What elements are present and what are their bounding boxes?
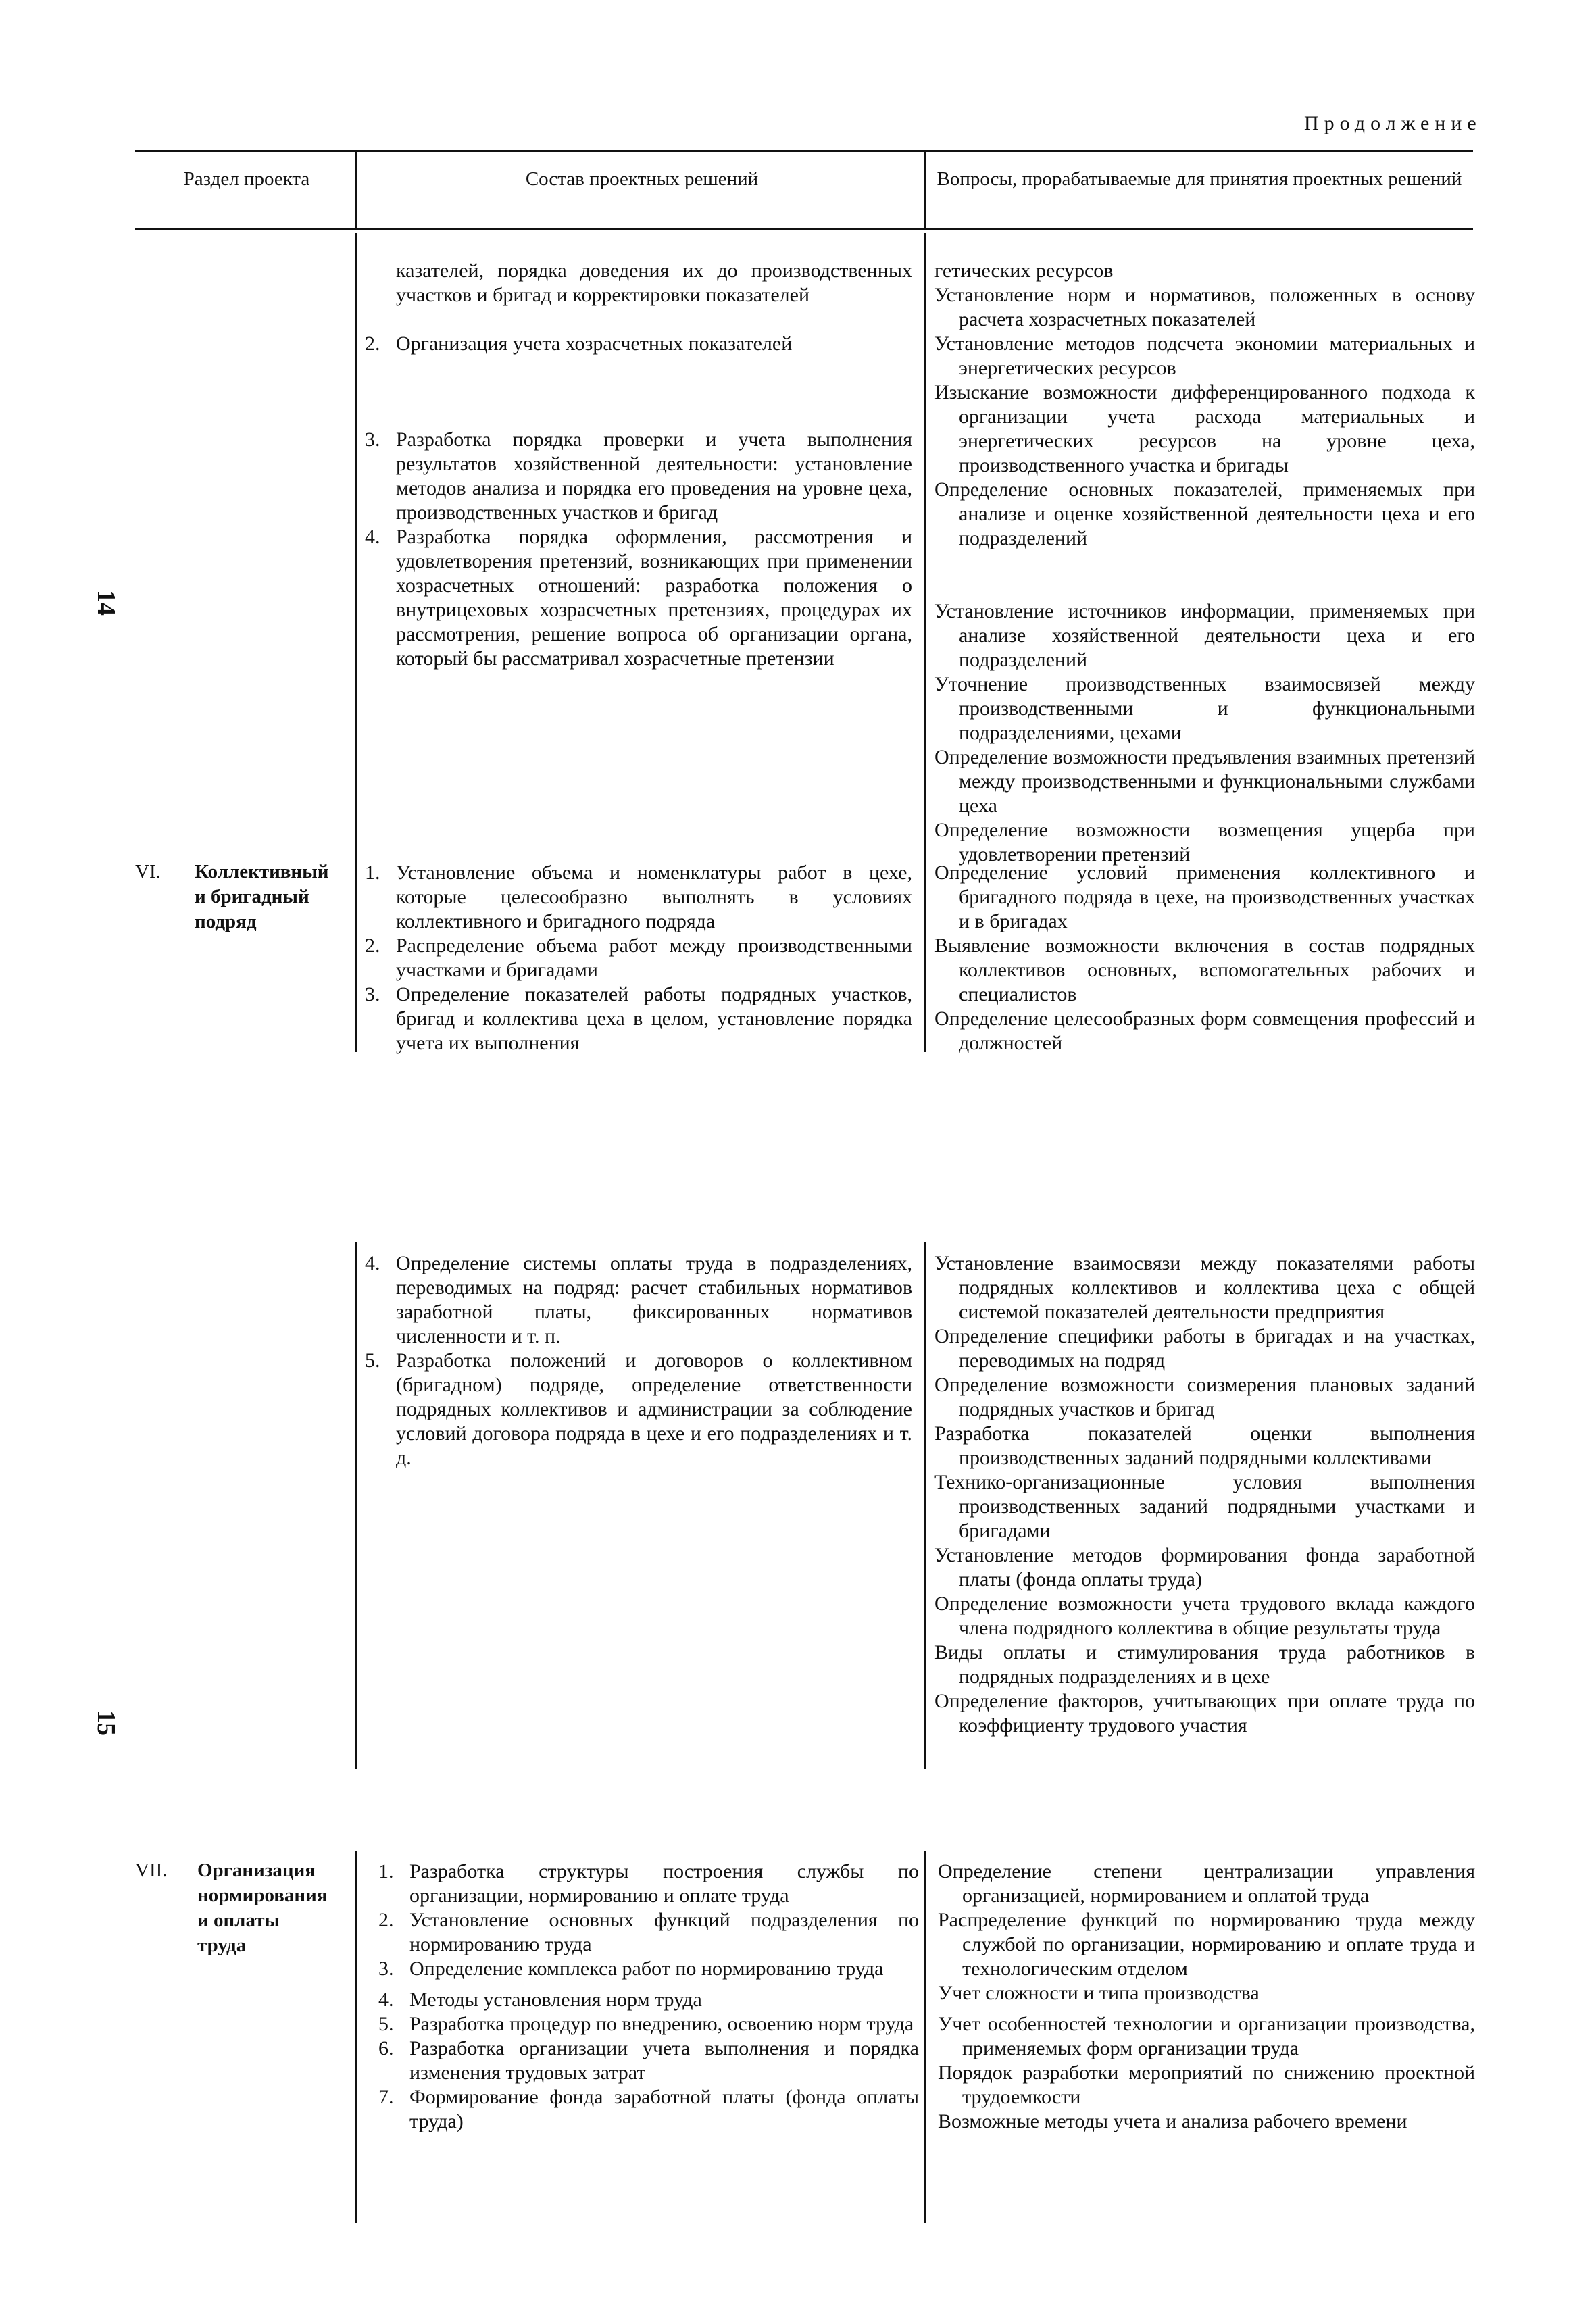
block2-item-1: 1. Установление объема и номенклатуры работ в цехе, которые целесообразно выполнять в условиях коллективного и бригадного подряда <box>365 861 912 932</box>
divider-2-seg-3 <box>924 1851 926 2223</box>
section-vi-title: VI. Коллективный и бригадный подряд <box>135 861 329 932</box>
header-top-rule <box>135 150 1473 152</box>
block2-question-2: Выявление возможности включения в состав подрядных коллективов основных, вспомогательных рабочих и специалистов <box>934 934 1475 1005</box>
block1-question-9: Определение возможности возмещения ущерба при удовлетворении претензий <box>934 819 1475 866</box>
block1-item-2: 2. Организация учета хозрасчетных показателей <box>365 332 793 355</box>
block1-questions <box>934 259 1475 867</box>
block3-composition <box>365 1251 912 1470</box>
section-vii-title: VII. Организация нормирования и оплаты труда <box>135 1859 328 1956</box>
block3-question-5: Технико-организационные условия выполнения производственных заданий подрядными участками и бригадами <box>934 1471 1475 1542</box>
block4-question-4: Учет особенностей технологии и организации производства, применяемых форм организации труда <box>938 2013 1475 2059</box>
page-number-14: 14 <box>92 590 120 616</box>
divider-1-seg-2 <box>355 1242 357 1769</box>
block4-question-2: Распределение функций по нормированию труда между службой по организации, нормированию и оплате труда и технологическим отделом <box>938 1909 1475 1980</box>
block1-composition <box>365 259 912 671</box>
header-bottom-rule <box>135 228 1473 230</box>
divider-2-seg-1 <box>924 233 926 1052</box>
block2-question-3: Определение целесообразных форм совмещения профессий и должностей <box>934 1007 1475 1054</box>
block4-item-2: 2. Установление основных функций подразделения по нормированию труда <box>378 1909 919 1955</box>
block3-question-8: Виды оплаты и стимулирования труда работников в подрядных подразделениях и в цехе <box>934 1641 1475 1688</box>
block1-question-5: Определение основных показателей, применяемых при анализе и оценке хозяйственной деятельности цеха и его подразделений <box>934 478 1475 549</box>
block4-item-4: 4. Методы установления норм труда <box>378 1989 702 2011</box>
block1-question-6: Установление источников информации, применяемых при анализе хозяйственной деятельности цеха и его подразделений <box>934 600 1475 671</box>
block2-composition <box>365 861 912 1055</box>
header-divider-2 <box>924 150 926 230</box>
block4-question-5: Порядок разработки мероприятий по снижению проектной трудоемкости <box>938 2062 1475 2108</box>
block3-question-9: Определение факторов, учитывающих при оплате труда по коэффициенту трудового участия <box>934 1690 1475 1737</box>
block1-question-2: Установление норм и нормативов, положенных в основу расчета хозрасчетных показателей <box>934 284 1475 330</box>
block4-question-3: Учет сложности и типа производства <box>938 1982 1260 2004</box>
header-questions: Вопросы, прорабатываемые для принятия проектных решений <box>937 168 1462 190</box>
header-divider-1 <box>355 150 357 230</box>
block4-item-6: 6. Разработка организации учета выполнения и порядка изменения трудовых затрат <box>378 2037 919 2084</box>
block3-question-3: Определение возможности соизмерения плановых заданий подрядных участков и бригад <box>934 1374 1475 1420</box>
block1-item-cont: казателей, порядка доведения их до производственных участков и бригад и корректировки показателей <box>396 259 912 306</box>
divider-2-seg-2 <box>924 1242 926 1769</box>
block3-question-1: Установление взаимосвязи между показателями работы подрядных коллективов и коллектива цеха с общей системой показателей деятельности предприятия <box>934 1252 1475 1323</box>
section-vi-num: VI. <box>135 861 161 882</box>
block2-item-3: 3. Определение показателей работы подрядных участков, бригад и коллектива цеха в целом, установление порядка учета их выполнения <box>365 983 912 1054</box>
block3-item-4: 4. Определение системы оплаты труда в подразделениях, переводимых на подряд: расчет стабильных нормативов заработной платы, фиксированных нормативов численности и т. п. <box>365 1252 912 1347</box>
block4-questions <box>938 1859 1475 2134</box>
block3-item-5: 5. Разработка положений и договоров о коллективном (бригадном) подряде, определение ответственности подрядных коллективов и администрации за соблюдение условий договора подряда в цехе и его подразделениях и т. д. <box>365 1349 912 1469</box>
block3-question-7: Определение возможности учета трудового вклада каждого члена подрядного коллектива в общие результаты труда <box>934 1593 1475 1639</box>
block4-item-7: 7. Формирование фонда заработной платы (фонда оплаты труда) <box>378 2086 919 2132</box>
block2-question-1: Определение условий применения коллективного и бригадного подряда в цехе, на производственных участках и в бригадах <box>934 861 1475 932</box>
block4-item-3: 3. Определение комплекса работ по нормированию труда <box>378 1957 884 1980</box>
block3-questions <box>934 1251 1475 1738</box>
block4-question-1: Определение степени централизации управления организацией, нормированием и оплатой труда <box>938 1860 1475 1907</box>
block1-question-3: Установление методов подсчета экономии материальных и энергетических ресурсов <box>934 332 1475 379</box>
block1-question-7: Уточнение производственных взаимосвязей между производственными и функциональными подразделениями, цехами <box>934 673 1475 744</box>
section-vii-num: VII. <box>135 1859 168 1881</box>
divider-1-seg-3 <box>355 1851 357 2223</box>
header-composition: Состав проектных решений <box>525 168 759 190</box>
divider-1-seg-1 <box>355 233 357 1052</box>
block1-item-4: 4. Разработка порядка оформления, рассмотрения и удовлетворения претензий, возникающих при применении хозрасчетных отношений: разработка положения о внутрицеховых хозрасчетных претензиях, процедурах их рассмотрения, решение вопроса об организации органа, который бы рассматривал хозрасчетные претензии <box>365 526 912 670</box>
block3-question-4: Разработка показателей оценки выполнения производственных заданий подрядными коллективами <box>934 1422 1475 1469</box>
block3-question-6: Установление методов формирования фонда заработной платы (фонда оплаты труда) <box>934 1544 1475 1591</box>
block4-question-6: Возможные методы учета и анализа рабочего времени <box>938 2110 1407 2132</box>
page-number-15: 15 <box>92 1710 120 1736</box>
block4-composition <box>378 1859 919 2134</box>
block1-item-3: 3. Разработка порядка проверки и учета выполнения результатов хозяйственной деятельности: установление методов анализа и порядка его проведения на уровне цеха, производственных участков и бригад <box>365 428 912 524</box>
block2-questions <box>934 861 1475 1055</box>
block1-question-4: Изыскание возможности дифференцированного подхода к организации учета расхода материальных и энергетических ресурсов на уровне цеха, производственного участка и бригады <box>934 381 1475 476</box>
block4-item-1: 1. Разработка структуры построения службы по организации, нормированию и оплате труда <box>378 1860 919 1907</box>
continuation-label: Продолжение <box>1304 112 1482 134</box>
block4-item-5: 5. Разработка процедур по внедрению, освоению норм труда <box>378 2013 914 2035</box>
block2-item-2: 2. Распределение объема работ между производственными участками и бригадами <box>365 934 912 981</box>
block1-question-8: Определение возможности предъявления взаимных претензий между производственными и функциональными службами цеха <box>934 746 1475 817</box>
block3-question-2: Определение специфики работы в бригадах и на участках, переводимых на подряд <box>934 1325 1475 1372</box>
header-section: Раздел проекта <box>183 168 310 190</box>
block1-question-1: гетических ресурсов <box>934 259 1114 282</box>
